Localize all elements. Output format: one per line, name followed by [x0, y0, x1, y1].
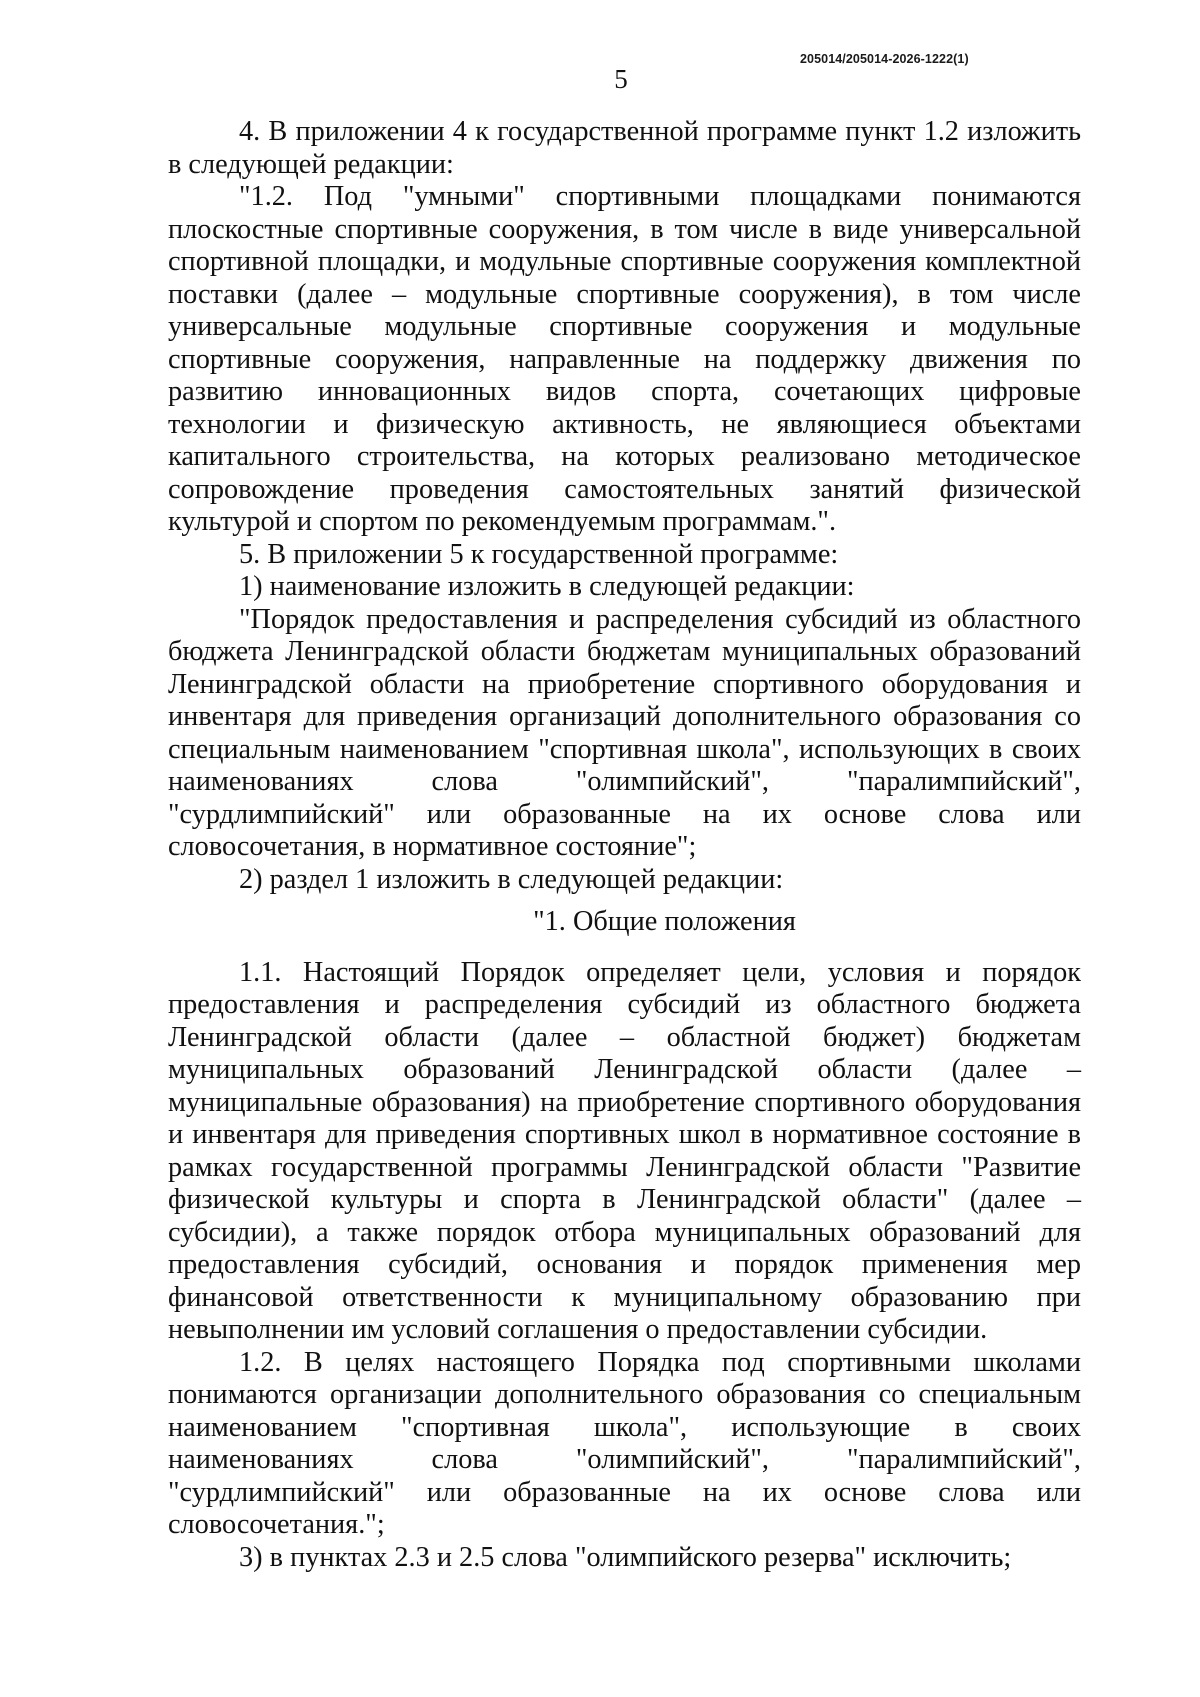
paragraph-item-1-2-quote: "1.2. Под "умными" спортивными площадками понимаются плоскостные спортивные сооружения, в том числе в виде универсальной спортивной площадки, и модульные спортивные сооружения комплектной поставки (далее – модульные спортивные сооружения), в том числе универсальные модульные спортивные сооружения и модульные спортивные сооружения, направленные на поддержку движения по развитию инновационных видов спорта, сочетающих цифровые технологии и физическую активность, не являющиеся объектами капитального строительства, на которых реализовано методическое сопровождение проведения самостоятельных занятий физической культурой и спортом по рекомендуемым программам.".: [168, 181, 1081, 537]
document-body: [168, 116, 1081, 1574]
paragraph-item-5: 5. В приложении 5 к государственной программе:: [239, 538, 839, 570]
paragraph-subitem-3: 3) в пунктах 2.3 и 2.5 слова "олимпийского резерва" исключить;: [239, 1541, 1012, 1573]
section-heading: "1. Общие положения: [533, 906, 796, 937]
paragraph-item-4: 4. В приложении 4 к государственной программе пункт 1.2 изложить в следующей редакции:: [168, 116, 1081, 180]
paragraph-order-title-quote: "Порядок предоставления и распределения субсидий из областного бюджета Ленинградской области бюджетам муниципальных образований Ленинградской области на приобретение спортивного оборудования и инвентаря для приведения организаций дополнительного образования со специальным наименованием "спортивная школа", использующих в своих наименованиях слова "олимпийский", "паралимпийский", "сурдлимпийский" или образованные на их основе слова или словосочетания, в нормативное состояние";: [168, 603, 1081, 862]
document-registration-number: 205014/205014-2026-1222(1): [800, 52, 969, 66]
paragraph-subitem-1: 1) наименование изложить в следующей редакции:: [239, 571, 855, 602]
paragraph-1-2: 1.2. В целях настоящего Порядка под спортивными школами понимаются организации дополнительного образования со специальным наименованием "спортивная школа", использующие в своих наименованиях слова "олимпийский", "паралимпийский", "сурдлимпийский" или образованные на их основе слова или словосочетания.";: [168, 1346, 1081, 1540]
page-number: 5: [614, 64, 628, 94]
paragraph-1-1: 1.1. Настоящий Порядок определяет цели, условия и порядок предоставления и распределения субсидий из областного бюджета Ленинградской области (далее – областной бюджет) бюджетам муниципальных образований Ленинградской области (далее – муниципальные образования) на приобретение спортивного оборудования и инвентаря для приведения спортивных школ в нормативное состояние в рамках государственной программы Ленинградской области "Развитие физической культуры и спорта в Ленинградской области" (далее – субсидии), а также порядок отбора муниципальных образований для предоставления субсидий, основания и порядок применения мер финансовой ответственности к муниципальному образованию при невыполнении им условий соглашения о предоставлении субсидии.: [168, 956, 1081, 1345]
paragraph-subitem-2: 2) раздел 1 изложить в следующей редакции:: [239, 863, 784, 895]
